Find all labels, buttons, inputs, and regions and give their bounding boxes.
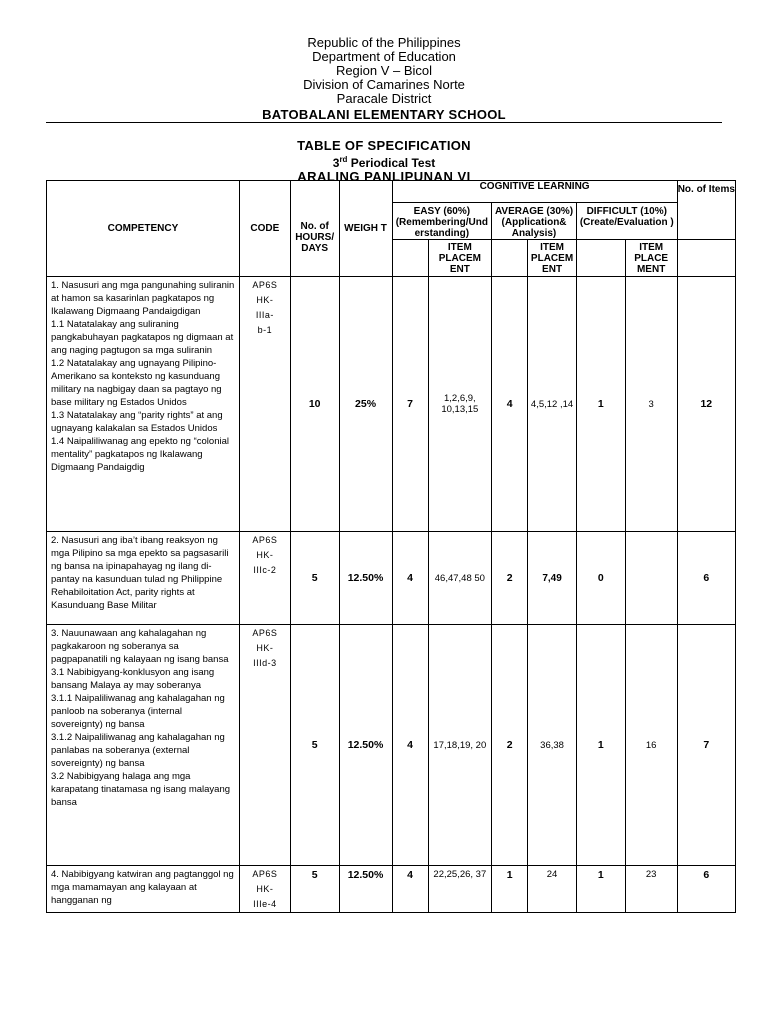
competency-text: 1.2 Natatalakay ang ugnayang Pilipino-Amerikano sa konteksto ng kasunduang military na nagbigay daan sa pagtayo ng base military ng Estados Unidos <box>51 358 222 408</box>
header-line-republic: Republic of the Philippines <box>307 35 461 50</box>
header-hours: No. of HOURS/ DAYS <box>290 181 339 277</box>
header-difficult-placement: ITEM PLACE MENT <box>625 240 677 277</box>
header-easy-count <box>392 240 428 277</box>
easy-placement-cell: 17,18,19, 20 <box>428 625 492 866</box>
table-row <box>47 532 736 625</box>
test-title <box>0 153 768 170</box>
code-text: HK- <box>256 550 274 560</box>
code-text: HK- <box>256 884 274 894</box>
average-count-cell: 4 <box>492 277 528 532</box>
difficult-placement-cell: 3 <box>625 277 677 532</box>
code-text: AP6S <box>252 628 278 638</box>
difficult-count-cell: 0 <box>576 532 625 625</box>
subject-title: ARALING PANLIPUNAN VI <box>297 169 471 184</box>
average-placement-cell: 7,49 <box>528 532 577 625</box>
header-code: CODE <box>239 181 290 277</box>
header-average-count <box>492 240 528 277</box>
competency-text: 3.2 Nabibigyang halaga ang mga karapatang tinatamasa ng isang malayang bansa <box>51 771 231 808</box>
average-count-cell: 1 <box>492 866 528 913</box>
code-text: IIIa- <box>255 310 274 320</box>
easy-count-cell: 4 <box>392 532 428 625</box>
header-easy-placement: ITEM PLACEM ENT <box>428 240 492 277</box>
average-placement-cell: 4,5,12 ,14 <box>528 277 577 532</box>
header-difficult-count <box>576 240 625 277</box>
header-easy: EASY (60%) (Remembering/Und erstanding) <box>392 203 492 240</box>
difficult-placement-cell: 16 <box>625 625 677 866</box>
competency-text: 1.1 Natatalakay ang suliraning pangkabuhayan pagkatapos ng digmaan at ang naging pagtugon sa mga suliranin <box>51 319 234 356</box>
easy-count-cell: 7 <box>392 277 428 532</box>
header-items-blank <box>677 240 735 277</box>
difficult-count-cell: 1 <box>576 866 625 913</box>
average-placement-cell: 36,38 <box>528 625 577 866</box>
competency-text: 3.1.2 Naipaliliwanag ang kahalagahan ng panlabas na soberanya (external sovereignty) ng bansa <box>51 732 225 769</box>
document-title: TABLE OF SPECIFICATION <box>297 138 471 153</box>
average-count-cell: 2 <box>492 532 528 625</box>
header-competency: COMPETENCY <box>47 181 240 277</box>
difficult-count-cell: 1 <box>576 277 625 532</box>
header-divider <box>46 122 722 123</box>
easy-count-cell: 4 <box>392 625 428 866</box>
competency-cell <box>47 625 240 866</box>
header-weight: WEIGH T <box>339 181 392 277</box>
hours-cell: 10 <box>290 277 339 532</box>
test-ordinal-suffix: rd <box>339 155 348 164</box>
school-name: BATOBALANI ELEMENTARY SCHOOL <box>262 107 506 122</box>
weight-cell: 12.50% <box>339 866 392 913</box>
difficult-placement-cell: 23 <box>625 866 677 913</box>
average-placement-cell: 24 <box>528 866 577 913</box>
competency-text: 4. Nabibigyang katwiran ang pagtanggol ng mga mamamayan ang kalayaan at hangganan ng <box>51 869 234 906</box>
document-header <box>0 36 768 122</box>
header-difficult: DIFFICULT (10%) (Create/Evaluation ) <box>576 203 677 240</box>
header-cognitive-learning: COGNITIVE LEARNING <box>392 181 677 203</box>
difficult-placement-cell <box>625 532 677 625</box>
competency-text: 1.3 Natatalakay ang “parity rights” at ang ugnayang kalakalan sa Estados Unidos <box>51 410 223 434</box>
code-text: HK- <box>256 295 274 305</box>
code-text: IIIc-2 <box>253 565 277 575</box>
header-no-of-items: No. of Items <box>677 181 735 240</box>
code-text: AP6S <box>252 280 278 290</box>
weight-cell: 25% <box>339 277 392 532</box>
test-label: Periodical Test <box>347 156 436 170</box>
code-text: HK- <box>256 643 274 653</box>
weight-cell: 12.50% <box>339 625 392 866</box>
table-row <box>47 625 736 866</box>
competency-text: 3.1.1 Naipaliliwanag ang kahalagahan ng panloob na soberanya (internal sovereignty) ng bansa <box>51 693 225 730</box>
weight-cell: 12.50% <box>339 532 392 625</box>
code-cell <box>239 866 290 913</box>
competency-text: 3. Nauunawaan ang kahalagahan ng pagkakaroon ng soberanya sa pagpapanatili ng kalayaan ng isang bansa <box>51 628 229 665</box>
code-text: IIId-3 <box>253 658 277 668</box>
competency-text: 2. Nasusuri ang iba’t ibang reaksyon ng mga Pilipino sa mga epekto sa pagsasarili ng bansa na ipinapahayag ng ilang di-pantay na kasunduan tulad ng Philippine Rehabiloitation Act, parity rights at Kasunduang Base Militar <box>51 535 229 611</box>
header-line-division: Division of Camarines Norte <box>303 77 465 92</box>
header-average: AVERAGE (30%) (Application& Analysis) <box>492 203 577 240</box>
code-text: AP6S <box>252 869 278 879</box>
table-row <box>47 866 736 913</box>
easy-placement-cell: 1,2,6,9, 10,13,15 <box>428 277 492 532</box>
header-average-placement: ITEM PLACEM ENT <box>528 240 577 277</box>
total-items-cell: 6 <box>677 866 735 913</box>
header-line-region: Region V – Bicol <box>335 63 433 78</box>
test-number: 3 <box>332 156 340 170</box>
hours-cell: 5 <box>290 866 339 913</box>
hours-cell: 5 <box>290 625 339 866</box>
specification-table <box>46 180 736 913</box>
easy-placement-cell: 22,25,26, 37 <box>428 866 492 913</box>
competency-cell <box>47 277 240 532</box>
header-line-department: Department of Education <box>312 49 456 64</box>
competency-text: 1. Nasusuri ang mga pangunahing suliranin at hamon sa kasarinlan pagkatapos ng Ikalawang Digmaang Pandaigdigan <box>51 280 235 317</box>
competency-cell <box>47 866 240 913</box>
difficult-count-cell: 1 <box>576 625 625 866</box>
total-items-cell: 7 <box>677 625 735 866</box>
code-text: AP6S <box>252 535 278 545</box>
total-items-cell: 6 <box>677 532 735 625</box>
document-titles <box>0 138 768 184</box>
competency-text: 3.1 Nabibigyang-konklusyon ang isang bansang Malaya ay may soberanya <box>51 667 215 691</box>
code-text: b-1 <box>257 325 273 335</box>
code-cell <box>239 532 290 625</box>
average-count-cell: 2 <box>492 625 528 866</box>
competency-cell <box>47 532 240 625</box>
code-cell <box>239 625 290 866</box>
header-line-district: Paracale District <box>336 91 432 106</box>
competency-text: 1.4 Naipaliliwanag ang epekto ng “colonial mentality” pagkatapos ng Ikalawang Digmaang Pandaigdig <box>51 436 229 473</box>
easy-count-cell: 4 <box>392 866 428 913</box>
table-row <box>47 277 736 532</box>
total-items-cell: 12 <box>677 277 735 532</box>
hours-cell: 5 <box>290 532 339 625</box>
code-text: IIIe-4 <box>253 899 277 909</box>
code-cell <box>239 277 290 532</box>
easy-placement-cell: 46,47,48 50 <box>428 532 492 625</box>
